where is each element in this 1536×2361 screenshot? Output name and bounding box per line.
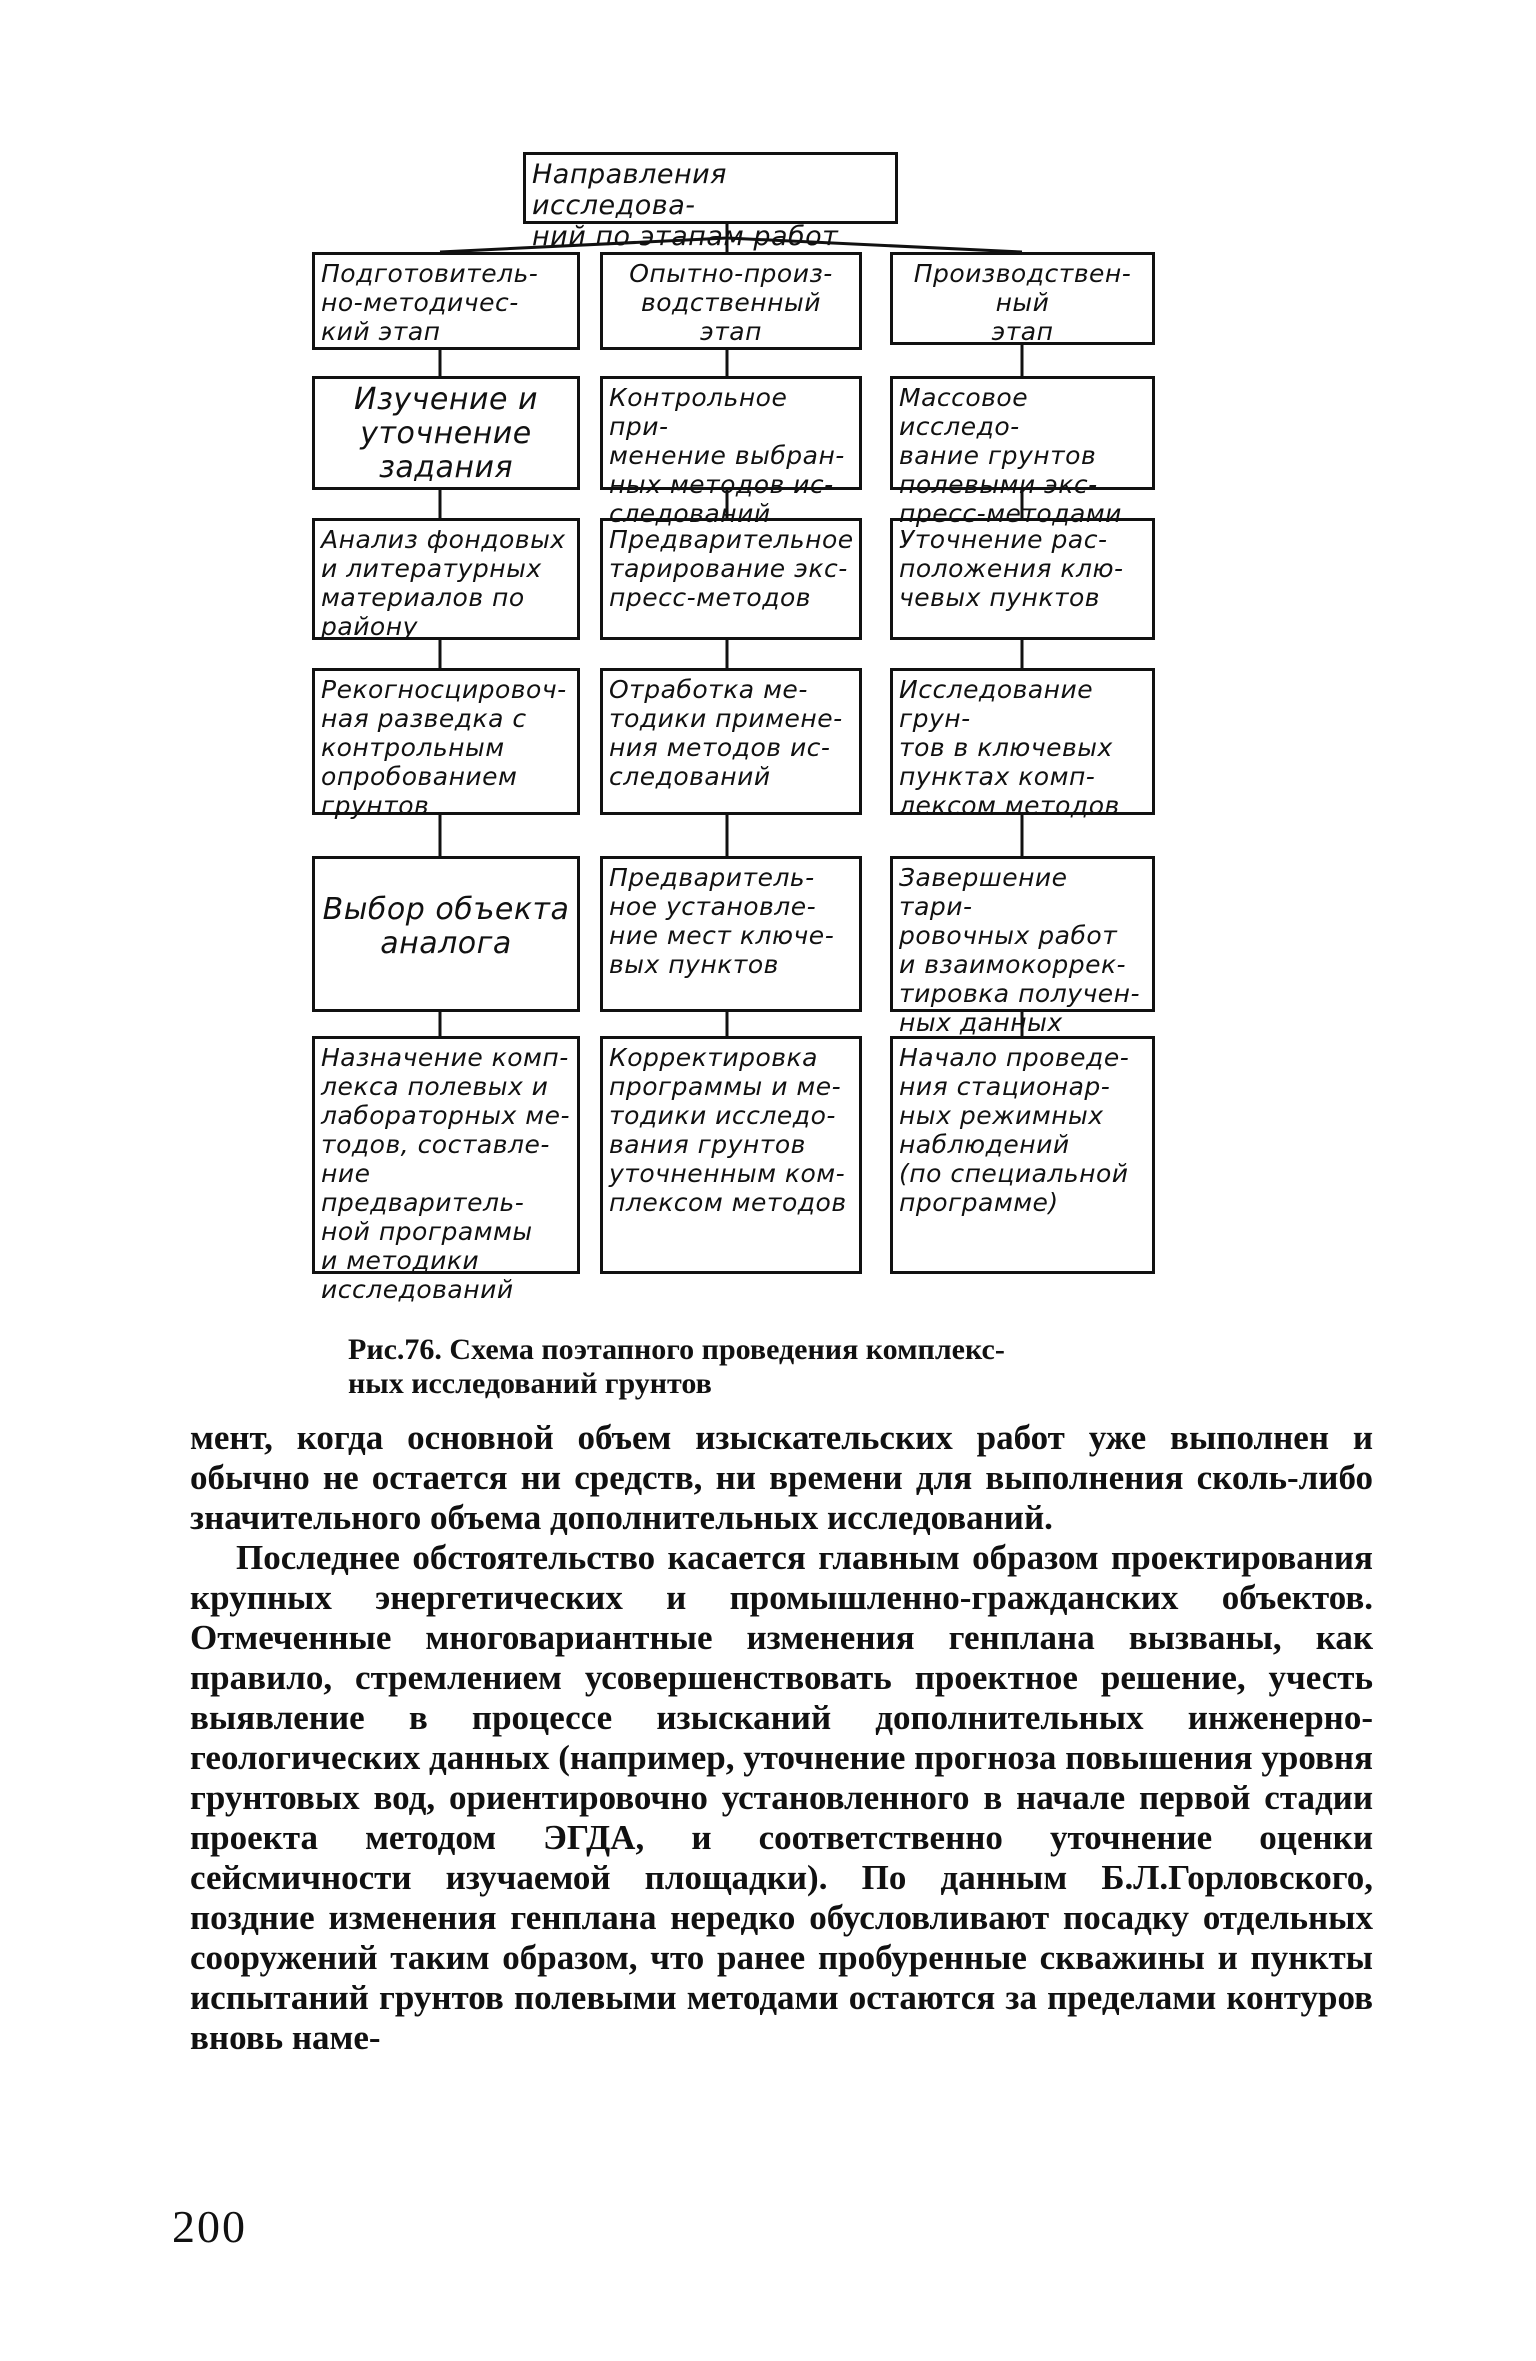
step-box: Отработка ме- тодики примене- ния методов ис- следований [600,668,862,815]
top-heading-box: Направления исследова- ний по этапам работ [523,152,898,224]
step-box: Начало проведе- ния стационар- ных режимных наблюдений (по специальной программе) [890,1036,1155,1274]
stage-header-production: Производствен- ный этап [890,252,1155,345]
step-box: Рекогносцировоч- ная разведка с контрольным опробованием грунтов [312,668,580,815]
step-box: Изучение и уточнение задания [312,376,580,490]
step-box: Уточнение рас- положения клю- чевых пунктов [890,518,1155,640]
step-box: Корректировка программы и ме- тодики исследо- вания грунтов уточненным ком- плексом методов [600,1036,862,1274]
step-box: Выбор объекта аналога [312,856,580,1012]
figure-caption: Рис.76. Схема поэтапного проведения комплекс- ных исследований грунтов [348,1333,1005,1400]
stage-header-preparatory: Подготовитель- но-методичес- кий этап [312,252,580,350]
stage-header-pilot: Опытно-произ- водственный этап [600,252,862,350]
paragraph: Последнее обстоятельство касается главным образом проектирования крупных энергетических и промышленно-гражданских объектов. Отмеченные многовариантные изменения генплана вызваны, как правило, стремлением усовершенствовать проектное решение, учесть выявление в процессе изысканий дополнительных инженерно-геологических данных (например, уточнение прогноза повышения уровня грунтовых вод, ориентировочно установленного в начале первой стадии проекта методом ЭГДА, и соответственно уточнение оценки сейсмичности изучаемой площадки). По данным Б.Л.Горловского, поздние изменения генплана нередко обусловливают посадку отдельных сооружений таким образом, что ранее пробуренные скважины и пункты испытаний грунтов полевыми методами остаются за пределами контуров вновь наме- [190,1538,1373,2057]
paragraph: мент, когда основной объем изыскательских работ уже выполнен и обычно не остается ни средств, ни времени для выполнения сколь-либо значительного объема дополнительных исследований. [190,1418,1373,1537]
page-number: 200 [172,2201,247,2252]
step-box: Контрольное при- менение выбран- ных методов ис- следований [600,376,862,490]
step-box: Предваритель- ное установле- ние мест ключе- вых пунктов [600,856,862,1012]
step-box: Массовое исследо- вание грунтов полевыми экс- пресс-методами [890,376,1155,490]
step-box: Анализ фондовых и литературных материалов по району [312,518,580,640]
step-box: Исследование грун- тов в ключевых пунктах комп- лексом методов [890,668,1155,815]
step-box: Назначение комп- лекса полевых и лабораторных ме- тодов, составле- ние предваритель- ной программы и методики исследований [312,1036,580,1274]
step-box: Предварительное тарирование экс- пресс-методов [600,518,862,640]
step-box: Завершение тари- ровочных работ и взаимокоррек- тировка получен- ных данных [890,856,1155,1012]
body-text [190,1418,1373,2058]
